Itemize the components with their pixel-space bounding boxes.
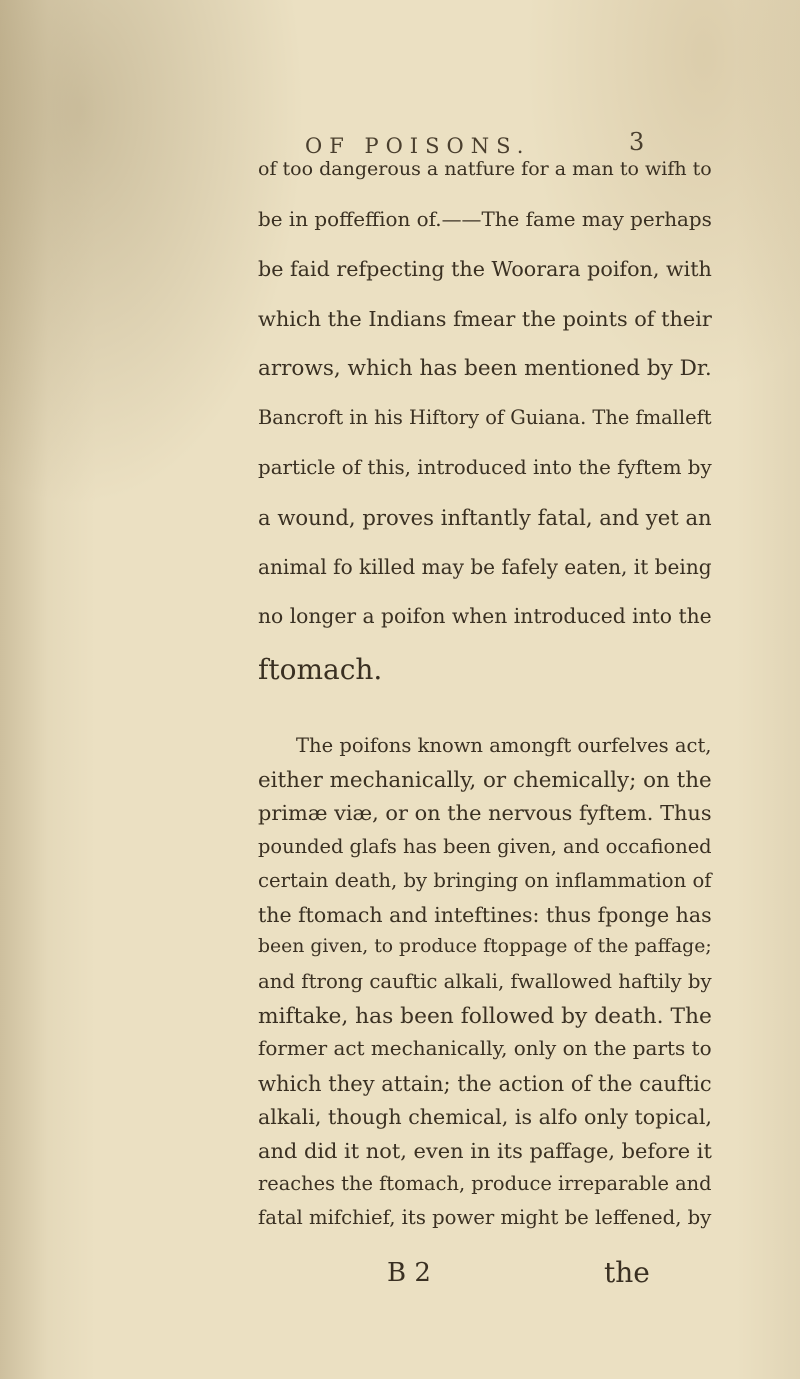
text-line: animal fo killed may be fafely eaten, it being — [258, 554, 712, 579]
text-line: the ftomach and inteftines: thus fponge has — [258, 902, 712, 927]
text-line: been given, to produce ftoppage of the paffage; — [258, 936, 712, 958]
text-line: certain death, by bringing on inflammation of — [258, 868, 712, 892]
text-line: primæ viæ, or on the nervous fyftem. Thus — [258, 801, 712, 826]
text-line: alkali, though chemical, is alfo only topical, — [258, 1104, 712, 1129]
text-line: be in poffeffion of.——The fame may perhaps — [258, 207, 712, 231]
text-line: no longer a poifon when introduced into the — [258, 604, 712, 629]
text-line: and ftrong cauftic alkali, fwallowed haftily by — [258, 970, 712, 993]
text-line: arrows, which has been mentioned by Dr. — [258, 356, 712, 382]
catchword: the — [604, 1256, 650, 1289]
text-line: The poifons known amongft ourfelves act, — [296, 734, 712, 757]
text-line: which they attain; the action of the cauftic — [258, 1071, 712, 1097]
text-line: former act mechanically, only on the parts to — [258, 1036, 712, 1061]
signature-mark: B 2 — [387, 1258, 431, 1288]
text-line: and did it not, even in its paffage, before it — [258, 1138, 712, 1163]
text-line: pounded glafs has been given, and occafioned — [258, 835, 712, 859]
page-number: 3 — [629, 128, 645, 156]
text-line: which the Indians fmear the points of their — [258, 306, 712, 331]
text-line: a wound, proves inftantly fatal, and yet an — [258, 505, 712, 531]
text-line: fatal mifchief, its power might be leffened, by — [258, 1206, 712, 1229]
text-line: Bancroft in his Hiftory of Guiana. The fmalleft — [258, 406, 712, 429]
text-line: of too dangerous a natfure for a man to wifh to — [258, 158, 712, 180]
text-line: miftake, has been followed by death. The — [258, 1003, 712, 1029]
text-line: reaches the ftomach, produce irreparable and — [258, 1172, 712, 1196]
running-title: OF POISONS. — [305, 134, 531, 158]
text-line: be faid refpecting the Woorara poifon, with — [258, 257, 712, 282]
text-line: either mechanically, or chemically; on the — [258, 767, 712, 793]
text-line: ftomach. — [258, 653, 383, 686]
text-line: particle of this, introduced into the fyftem by — [258, 455, 712, 479]
